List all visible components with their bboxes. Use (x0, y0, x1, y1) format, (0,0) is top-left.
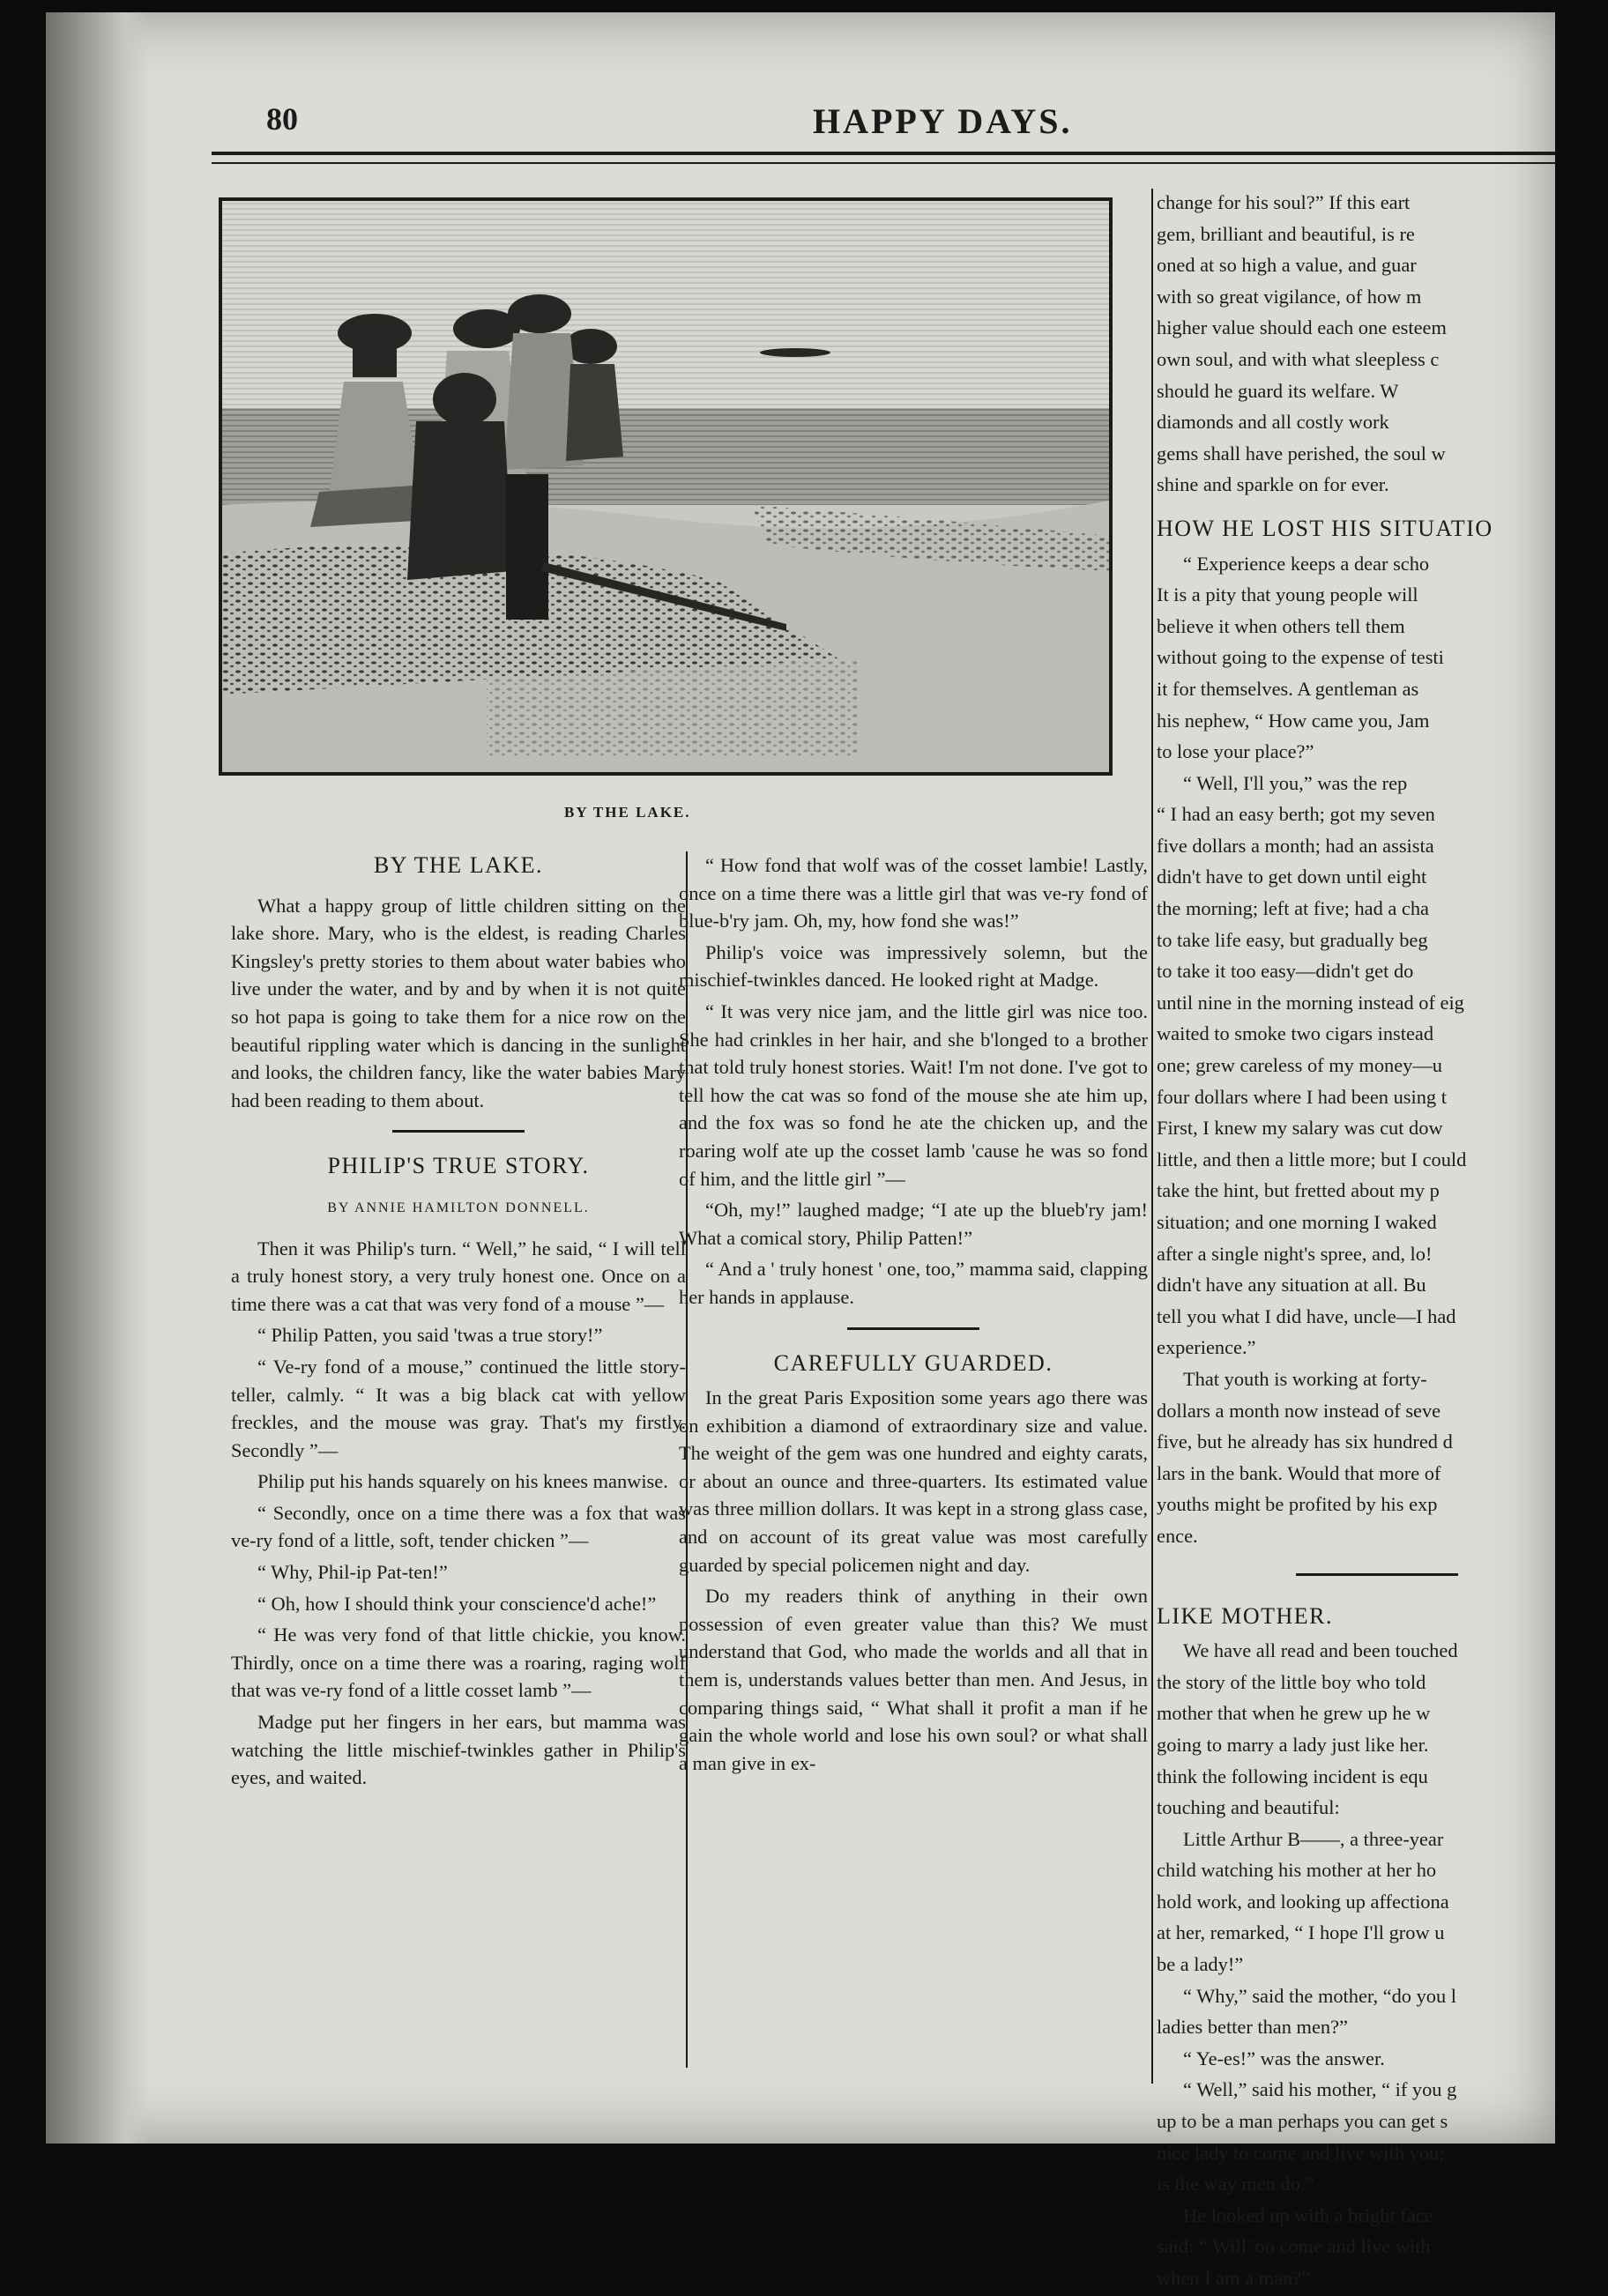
text-line: ladies better than men?” (1157, 2016, 1348, 2039)
paragraph: “ Oh, how I should think your conscience'd ache!” (257, 1592, 657, 1615)
page-binding-shadow (46, 12, 152, 2144)
text-line: five, but he already has six hundred d (1157, 1430, 1453, 1453)
text-line: “ Well,” said his mother, “ if you g (1183, 2078, 1457, 2101)
paragraph: “Oh, my!” laughed madge; “I ate up the blueb'ry jam! What a comical story, Philip Patten!” (679, 1199, 1148, 1249)
text-line: is the way men do.” (1157, 2173, 1314, 2196)
paragraph: In the great Paris Exposition some years ago there was on exhibition a diamond of extraordinary size and value. The weight of the gem was one hundred and eighty carats, or about an ounce and three-quarters. Its estimated value was three million dollars. It was kept in a strong glass case, and on account of its great value was most carefully guarded by special policemen night and day. (679, 1386, 1148, 1576)
text-line: ence. (1157, 1524, 1198, 1547)
text-line: up to be a man perhaps you can get s (1157, 2110, 1448, 2133)
text-line: change for his soul?” If this eart (1157, 191, 1411, 213)
text-line: youths might be profited by his exp (1157, 1493, 1438, 1516)
article-separator (1296, 1573, 1458, 1576)
text-line: dollars a month now instead of seve (1157, 1399, 1441, 1422)
text-line: to lose your place?” (1157, 740, 1314, 763)
text-line: oned at so high a value, and guar (1157, 254, 1417, 277)
paragraph: “ Why, Phil-ip Pat-ten!” (257, 1561, 448, 1584)
paragraph: Philip's voice was impressively solemn, but the mischief-twinkles danced. He looked right at Madge. (679, 940, 1148, 992)
article-title-like-mother: LIKE MOTHER. (1157, 1602, 1333, 1629)
text-line: situation; and one morning I waked (1157, 1211, 1437, 1233)
article-separator (847, 1327, 979, 1330)
text-line: little, and then a little more; but I could (1157, 1148, 1467, 1170)
paragraph: Madge put her fingers in her ears, but mamma was watching the little mischief-twinkles gather in Philip's eyes, and waited. (231, 1711, 686, 1789)
paragraph: “ And a ' truly honest ' one, too,” mamma said, clapping her hands in applause. (679, 1258, 1148, 1308)
text-line: experience.” (1157, 1336, 1256, 1359)
paragraph: “ It was very nice jam, and the little girl was nice too. She had crinkles in her hair, and she b'longed to a brother that told truly honest stories. Wait! I'm not done. I've got to tell how the cat was so fond of the mouse she ate him up, and the fox was so fond he ate the chicken up, and the roaring wolf ate up the cosset lamb 'cause he was so fond of him, and the little girl ”— (679, 999, 1148, 1190)
text-line: tell you what I did have, uncle—I had (1157, 1304, 1456, 1327)
text-line: four dollars where I had been using t (1157, 1085, 1447, 1108)
page-number: 80 (266, 101, 298, 137)
text-line: think the following incident is equ (1157, 1765, 1428, 1787)
text-line: child watching his mother at her ho (1157, 1859, 1437, 1882)
text-line: He looked up with a bright face (1183, 2203, 1433, 2226)
text-line: diamonds and all costly work (1157, 411, 1389, 434)
text-line: First, I knew my salary was cut dow (1157, 1117, 1443, 1140)
text-line: “ Experience keeps a dear scho (1183, 552, 1430, 575)
text-line: gem, brilliant and beautiful, is re (1157, 222, 1415, 245)
article-title-by-the-lake: BY THE LAKE. (373, 852, 544, 878)
text-line: at her, remarked, “ I hope I'll grow u (1157, 1921, 1445, 1944)
masthead-title: HAPPY DAYS. (813, 101, 1073, 141)
text-line: the story of the little boy who told (1157, 1670, 1426, 1693)
text-line: waited to smoke two cigars instead (1157, 1022, 1434, 1045)
article-title-carefully-guarded: CAREFULLY GUARDED. (773, 1349, 1053, 1376)
text-line: That youth is working at forty- (1183, 1367, 1427, 1390)
text-line: it for themselves. A gentleman as (1157, 677, 1419, 700)
article-title-philips-story: PHILIP'S TRUE STORY. (327, 1153, 590, 1179)
text-line: when I am a man?” (1157, 2267, 1311, 2289)
text-line: mother that when he grew up he w (1157, 1702, 1431, 1725)
paragraph: Do my readers think of anything in their own possession of even greater value than this? We must understand that God, who made the worlds and all that in them is, understands values better than men. And Jesus, in comparing things said, “ What shall it profit a man if he gain the whole world and lose his own soul? or what shall a man give in ex- (679, 1585, 1148, 1774)
illustration-frame (219, 197, 1113, 776)
text-line: one; grew careless of my money—u (1157, 1054, 1442, 1077)
paragraph: “ He was very fond of that little chickie, you know. Thirdly, once on a time there was a roaring, raging wolf that was ve-ry fond of a little cosset lamb ”— (231, 1624, 686, 1702)
paragraph: “ How fond that wolf was of the cosset lambie! Lastly, once on a time there was a little girl that was ve-ry fond of blue-b'ry jam. Oh, my, how fond she was!” (679, 854, 1148, 933)
text-line: hold work, and looking up affectiona (1157, 1890, 1449, 1913)
text-line: higher value should each one esteem (1157, 316, 1447, 339)
text-line: didn't have to get down until eight (1157, 866, 1427, 888)
paragraph: What a happy group of little children sitting on the lake shore. Mary, who is the eldest, is reading Charles Kingsley's pretty stories to them about water babies who live under the water, and by and by when it is not quite so hot papa is going to take them for a nice row on the beautiful rippling water which is dancing in the sunlight and looks, the children fancy, like the water babies Mary had been reading to them about. (231, 894, 686, 1111)
paragraph: “ Secondly, once on a time there was a fox that was ve-ry fond of a little, soft, tender chicken ”— (231, 1501, 686, 1552)
text-line: after a single night's spree, and, lo! (1157, 1242, 1433, 1265)
text-line: until nine in the morning instead of eig (1157, 991, 1464, 1014)
text-line: be a lady!” (1157, 1953, 1244, 1976)
text-line: lars in the bank. Would that more of (1157, 1461, 1441, 1484)
header-rule-thin (212, 162, 1555, 164)
text-line: own soul, and with what sleepless c (1157, 347, 1440, 370)
text-line: to take life easy, but gradually beg (1157, 928, 1428, 951)
text-line: “ Well, I'll you,” was the rep (1183, 771, 1408, 794)
column-middle (679, 851, 1148, 1780)
text-line: It is a pity that young people will (1157, 583, 1418, 606)
text-line: didn't have any situation at all. Bu (1157, 1274, 1426, 1297)
text-line: nice lady to come and live with you; (1157, 2141, 1445, 2164)
article-title-lost-situation: HOW HE LOST HIS SITUATIO (1157, 515, 1493, 541)
text-line: should he guard its welfare. W (1157, 379, 1399, 402)
text-line: without going to the expense of testi (1157, 646, 1444, 669)
text-line: going to marry a lady just like her. (1157, 1733, 1429, 1756)
text-line: said: “ Will 'oo come and live with (1157, 2235, 1431, 2258)
text-line: with so great vigilance, of how m (1157, 285, 1422, 308)
text-line: “ Ye-es!” was the answer. (1183, 2047, 1385, 2069)
text-line: We have all read and been touched (1183, 1639, 1458, 1662)
column-right (1157, 189, 1597, 2296)
text-line: gems shall have perished, the soul w (1157, 442, 1446, 464)
article-separator (392, 1130, 525, 1133)
text-line: to take it too easy—didn't get do (1157, 960, 1414, 983)
text-line: Little Arthur B——, a three-year (1183, 1827, 1444, 1850)
paragraph: “ Philip Patten, you said 'twas a true story!” (257, 1324, 603, 1347)
illustration-caption: BY THE LAKE. (564, 804, 691, 821)
header-rule-thick (212, 152, 1555, 155)
text-line: his nephew, “ How came you, Jam (1157, 709, 1430, 732)
text-line: believe it when others tell them (1157, 614, 1405, 637)
text-line: the morning; left at five; had a cha (1157, 897, 1429, 920)
paragraph: Philip put his hands squarely on his knees manwise. (257, 1470, 668, 1493)
column-left (231, 851, 686, 1795)
text-line: “ Why,” said the mother, “do you l (1183, 1984, 1457, 2007)
text-line: take the hint, but fretted about my p (1157, 1179, 1440, 1202)
text-line: shine and sparkle on for ever. (1157, 473, 1389, 496)
article-byline: BY ANNIE HAMILTON DONNELL. (327, 1200, 590, 1215)
engraving-children-by-lake-icon (222, 201, 1109, 772)
text-line: five dollars a month; had an assista (1157, 834, 1434, 857)
paragraph: “ Ve-ry fond of a mouse,” continued the little story-teller, calmly. “ It was a big black cat with yellow freckles, and the mouse was gray. That's my firstly. Secondly ”— (231, 1355, 686, 1461)
column-rule-right (1151, 189, 1153, 2084)
paragraph: Then it was Philip's turn. “ Well,” he said, “ I will tell a truly honest story, a very truly honest one. Once on a time there was a cat that was very fond of a mouse ”— (231, 1237, 686, 1315)
text-line: “ I had an easy berth; got my seven (1157, 803, 1435, 826)
text-line: touching and beautiful: (1157, 1796, 1340, 1819)
newspaper-page (46, 12, 1555, 2289)
